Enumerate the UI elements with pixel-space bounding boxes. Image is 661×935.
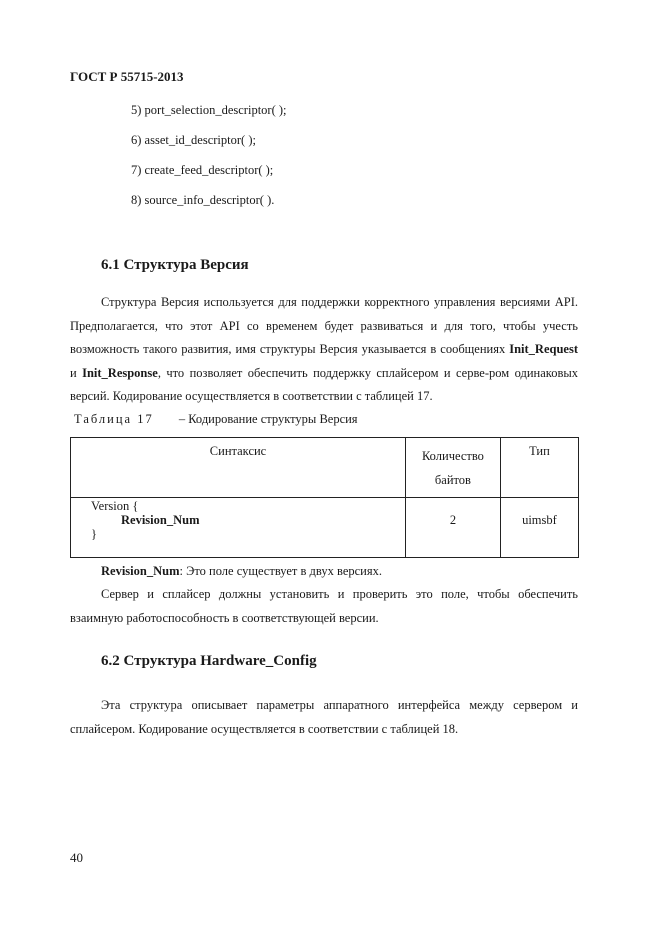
section-paragraph: Структура Версия используется для поддержки корректного управления версиями API. Предполагается, что этот API со временем будет развиваться и для того, чтобы учесть возможность такого развития, имя структуры Версия указывается в сообщениях Init_Request и Init_Response, что позволяет обеспечить поддержку сплайсером и серве-ром одинаковых версий. Кодирование осуществляется в соответствии с таблицей 17. — [70, 295, 578, 403]
header-type: Тип — [500, 438, 578, 498]
list-item: 7) create_feed_descriptor( ); — [131, 163, 274, 177]
field-description-paragraph: Сервер и сплайсер должны установить и проверить это поле, чтобы обеспечить взаимную работоспособность в соответствующей версии. — [70, 587, 578, 625]
section-title: 6.2 Структура Hardware_Config — [101, 653, 317, 669]
table-header-row — [71, 438, 579, 498]
field-description: Revision_Num: Это поле существует в двух версиях. — [101, 564, 382, 578]
list-item: 6) asset_id_descriptor( ); — [131, 133, 256, 147]
table-caption-label: Таблица 17 — [74, 412, 154, 426]
cell-bytes: 2 — [406, 498, 501, 558]
list-item: 5) port_selection_descriptor( ); — [131, 103, 287, 117]
section-title: 6.1 Структура Версия — [101, 257, 249, 273]
section-paragraph: Эта структура описывает параметры аппаратного интерфейса между сервером и сплайсером. Кодирование осуществляется в соответствии с таблицей 18. — [70, 698, 578, 736]
cell-syntax — [71, 498, 406, 558]
syntax-line: } — [91, 527, 97, 541]
header-bytes: Количество байтов — [406, 438, 501, 498]
table-row — [71, 498, 579, 558]
header-syntax: Синтаксис — [71, 438, 406, 498]
encoding-table — [70, 437, 579, 558]
table-caption — [74, 412, 358, 427]
syntax-field: Revision_Num — [121, 513, 200, 527]
list-item: 8) source_info_descriptor( ). — [131, 193, 275, 207]
document-header: ГОСТ Р 55715-2013 — [70, 69, 184, 84]
syntax-line: Version { — [91, 499, 139, 513]
cell-type: uimsbf — [500, 498, 578, 558]
table-caption-text: – Кодирование структуры Версия — [178, 412, 358, 426]
page-number: 40 — [70, 850, 83, 865]
